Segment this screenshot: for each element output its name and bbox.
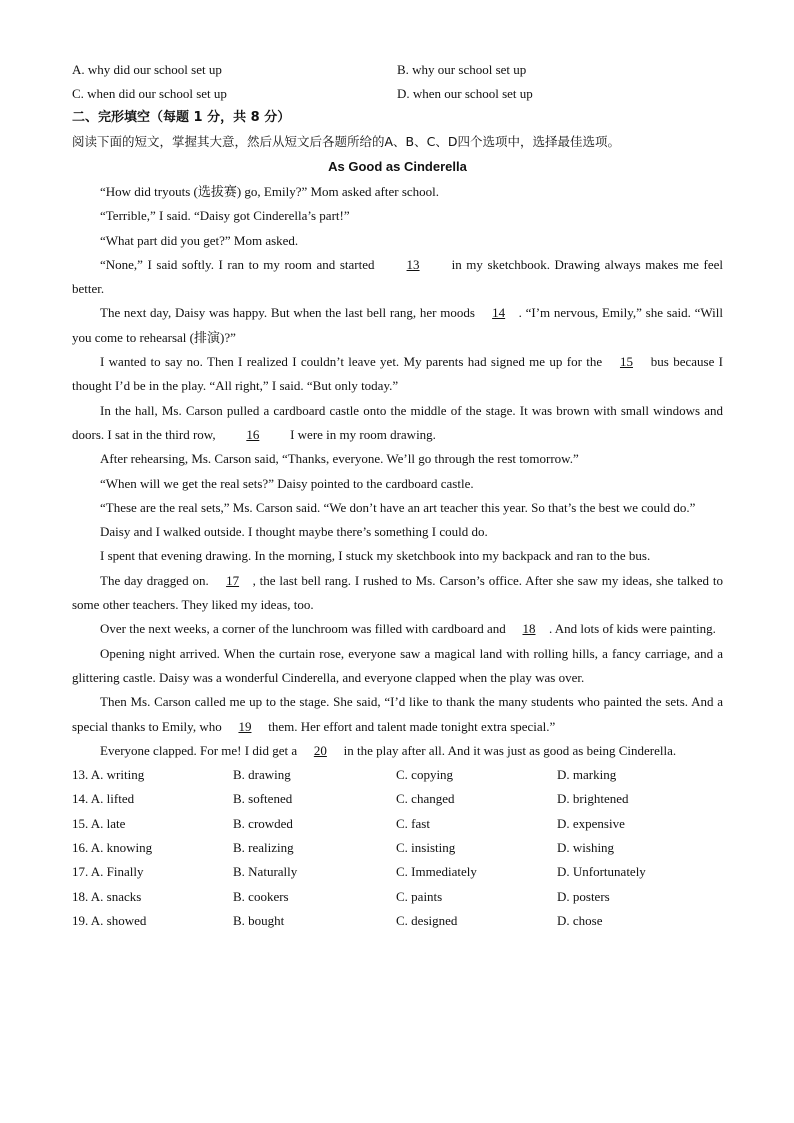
option-c: C. paints xyxy=(396,888,443,904)
option-a: 14. A. lifted xyxy=(72,791,135,807)
option-b: B. cookers xyxy=(233,888,289,904)
paragraph-text: The day dragged on. xyxy=(100,572,213,588)
section-instruction: 阅读下面的短文，掌握其大意，然后从短文后各题所给的A、B、C、D四个选项中，选择最佳选项。 xyxy=(72,134,620,149)
exam-page xyxy=(72,58,723,933)
passage-title: As Good as Cinderella xyxy=(328,159,467,174)
paragraph: “What part did you get?” Mom asked. xyxy=(100,232,299,248)
option-c: C. insisting xyxy=(396,840,456,856)
paragraph-text: I were in my room drawing. xyxy=(286,426,436,442)
prev-options-row-1 xyxy=(72,58,723,82)
paragraph: Daisy and I walked outside. I thought maybe there’s something I could do. xyxy=(100,524,488,540)
paragraph: After rehearsing, Ms. Carson said, “Thanks, everyone. We’ll go through the rest tomorrow.” xyxy=(100,451,579,467)
paragraph xyxy=(72,399,723,448)
paragraph-text: I wanted to say no. Then I realized I couldn’t leave yet. My parents had signed me up for the xyxy=(100,354,607,370)
option-d: D. Unfortunately xyxy=(557,864,646,880)
paragraph-text: Then Ms. Carson called me up to the stage. She said, “I’d like to thank the many students who painted the sets. And a special thanks to Emily, who xyxy=(72,694,723,734)
section-heading: 二、完形填空（每题 1 分，共 8 分） xyxy=(72,110,291,125)
paragraph-text: “None,” I said softly. I ran to my room and started xyxy=(100,256,380,272)
blank-20: 20 xyxy=(313,742,327,758)
option-d: D. marking xyxy=(557,767,617,783)
option-d: D. expensive xyxy=(557,815,625,831)
option-row-18 xyxy=(72,885,723,909)
paragraph-text: them. Her effort and talent made tonight extra special.” xyxy=(264,718,556,734)
option-b: B. bought xyxy=(233,912,285,928)
paragraph-text: bus because I thought I’d be in the play. “All right,” I said. “But only today.” xyxy=(72,354,724,394)
blank-14: 14 xyxy=(492,305,506,321)
option-a: 17. A. Finally xyxy=(72,864,144,880)
blank-15: 15 xyxy=(619,354,633,370)
paragraph-text: . And lots of kids were painting. xyxy=(549,621,716,637)
option-c: C. copying xyxy=(396,767,454,783)
paragraph-text: Over the next weeks, a corner of the lunchroom was filled with cardboard and xyxy=(100,621,509,637)
option-row-17 xyxy=(72,860,723,884)
option-b: B. realizing xyxy=(233,840,294,856)
option-b: B. why our school set up xyxy=(397,62,527,77)
paragraph xyxy=(72,739,723,763)
paragraph xyxy=(72,569,723,618)
blank-17: 17 xyxy=(226,572,240,588)
option-row-19 xyxy=(72,909,723,933)
option-c: C. changed xyxy=(396,791,455,807)
option-b: B. crowded xyxy=(233,815,293,831)
option-row-15 xyxy=(72,812,723,836)
option-b: B. softened xyxy=(233,791,293,807)
paragraph: “These are the real sets,” Ms. Carson said. “We don’t have an art teacher this year. So that’s the best we could do.” xyxy=(100,499,696,515)
paragraph xyxy=(72,350,723,399)
paragraph xyxy=(72,617,723,641)
paragraph: Opening night arrived. When the curtain rose, everyone saw a magical land with rolling hills, a fancy carriage, and a glittering castle. Daisy was a wonderful Cinderella, and everyone clapped when the play was over. xyxy=(72,645,723,685)
paragraph xyxy=(72,253,723,302)
option-c: C. fast xyxy=(396,815,430,831)
option-a: 16. A. knowing xyxy=(72,840,153,856)
paragraph-text: in my sketchbook. Drawing always makes me feel better. xyxy=(72,256,723,297)
paragraph-text: . “I’m nervous, Emily,” she said. “Will you come to rehearsal (排演)?” xyxy=(72,305,723,345)
paragraph-text: Everyone clapped. For me! I did get a xyxy=(100,742,301,758)
paragraph: “When will we get the real sets?” Daisy pointed to the cardboard castle. xyxy=(100,475,474,491)
blank-16: 16 xyxy=(246,426,260,442)
option-c: C. Immediately xyxy=(396,864,477,880)
option-a: A. why did our school set up xyxy=(72,62,222,77)
option-row-14 xyxy=(72,787,723,811)
paragraph: “How did tryouts (选拔赛) go, Emily?” Mom asked after school. xyxy=(100,184,440,199)
blank-13: 13 xyxy=(406,256,420,272)
answer-options xyxy=(72,763,723,933)
option-c: C. designed xyxy=(396,912,458,928)
option-row-16 xyxy=(72,836,723,860)
paragraph-text: in the play after all. And it was just as good as being Cinderella. xyxy=(340,742,677,758)
option-d: D. wishing xyxy=(557,840,615,856)
option-d: D. brightened xyxy=(557,791,629,807)
option-a: 19. A. showed xyxy=(72,912,147,928)
option-a: 13. A. writing xyxy=(72,767,145,783)
paragraph-text: The next day, Daisy was happy. But when the last bell rang, her moods xyxy=(100,305,479,321)
option-d: D. posters xyxy=(557,888,610,904)
option-d: D. chose xyxy=(557,912,603,928)
option-a: 18. A. snacks xyxy=(72,888,142,904)
prev-options-row-2 xyxy=(72,82,723,106)
paragraph: I spent that evening drawing. In the morning, I stuck my sketchbook into my backpack and ran to the bus. xyxy=(100,548,651,564)
option-c: C. when did our school set up xyxy=(72,86,227,101)
paragraph-text: , the last bell rang. I rushed to Ms. Carson’s office. After she saw my ideas, she talked to some other teachers. They liked my ideas, too. xyxy=(72,572,723,613)
paragraph xyxy=(72,690,723,739)
paragraph: “Terrible,” I said. “Daisy got Cinderella’s part!” xyxy=(100,208,350,224)
option-b: B. drawing xyxy=(233,767,291,783)
paragraph-text: In the hall, Ms. Carson pulled a cardboard castle onto the middle of the stage. It was brown with small windows and doors. I sat in the third row, xyxy=(72,402,723,442)
blank-19: 19 xyxy=(238,718,252,734)
option-row-13 xyxy=(72,763,723,787)
option-d: D. when our school set up xyxy=(397,86,533,101)
paragraph xyxy=(72,301,723,350)
blank-18: 18 xyxy=(522,621,536,637)
option-a: 15. A. late xyxy=(72,815,126,831)
option-b: B. Naturally xyxy=(233,864,298,880)
